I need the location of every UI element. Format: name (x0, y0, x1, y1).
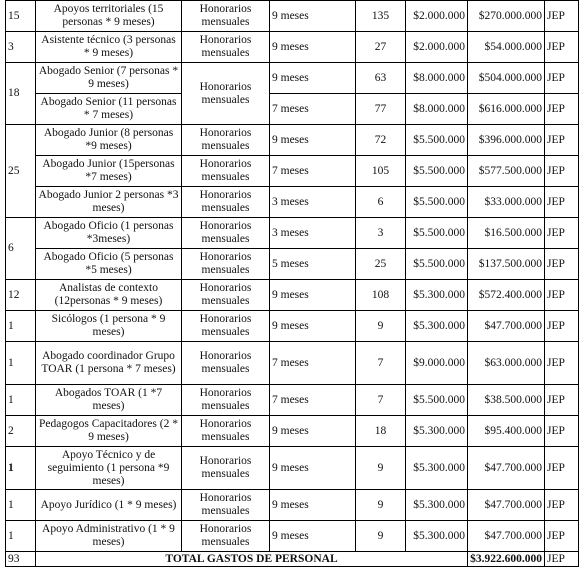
unit-cost: $5.500.000 (406, 156, 468, 187)
group-count: 1 (6, 342, 36, 385)
funding-source: JEP (545, 125, 579, 156)
group-count: 25 (6, 125, 36, 218)
unit-cost: $5.300.000 (406, 416, 468, 447)
quantity: 63 (356, 63, 406, 94)
total-amount: $3.922.600.000 (468, 552, 545, 567)
quantity: 6 (356, 187, 406, 218)
unit-cost: $8.000.000 (406, 63, 468, 94)
line-total: $137.500.000 (468, 249, 545, 280)
unit-cost: $5.300.000 (406, 311, 468, 342)
contract-type: Honorarios mensuales (182, 187, 270, 218)
total-funding-source: JEP (545, 552, 579, 567)
table-row (6, 447, 579, 490)
table-row (6, 280, 579, 311)
table-row (6, 125, 579, 156)
group-count: 3 (6, 32, 36, 63)
role-description: Abogado coordinador Grupo TOAR (1 persona * 7 meses) (36, 342, 182, 385)
contract-type: Honorarios mensuales (182, 63, 270, 125)
role-description: Abogado Junior 2 personas *3 meses) (36, 187, 182, 218)
duration: 9 meses (270, 521, 356, 552)
contract-type: Honorarios mensuales (182, 1, 270, 32)
line-total: $47.700.000 (468, 490, 545, 521)
quantity: 18 (356, 416, 406, 447)
role-description: Abogado Senior (11 personas * 7 meses) (36, 94, 182, 125)
contract-type: Honorarios mensuales (182, 416, 270, 447)
role-description: Abogados TOAR (1 *7 meses) (36, 385, 182, 416)
duration: 7 meses (270, 342, 356, 385)
table-row (6, 32, 579, 63)
quantity: 9 (356, 447, 406, 490)
unit-cost: $2.000.000 (406, 1, 468, 32)
duration: 7 meses (270, 94, 356, 125)
role-description: Analistas de contexto (12personas * 9 meses) (36, 280, 182, 311)
duration: 9 meses (270, 63, 356, 94)
unit-cost: $5.300.000 (406, 521, 468, 552)
group-count: 1 (6, 385, 36, 416)
group-count: 6 (6, 218, 36, 280)
funding-source: JEP (545, 63, 579, 94)
group-count: 15 (6, 1, 36, 32)
table-row (6, 311, 579, 342)
line-total: $95.400.000 (468, 416, 545, 447)
quantity: 7 (356, 385, 406, 416)
contract-type: Honorarios mensuales (182, 280, 270, 311)
duration: 9 meses (270, 280, 356, 311)
total-count: 93 (6, 552, 36, 567)
table-row (6, 342, 579, 385)
table-row (6, 218, 579, 249)
unit-cost: $5.500.000 (406, 249, 468, 280)
funding-source: JEP (545, 218, 579, 249)
quantity: 7 (356, 342, 406, 385)
role-description: Apoyos territoriales (15 personas * 9 meses) (36, 1, 182, 32)
role-description: Abogado Oficio (1 personas *3meses) (36, 218, 182, 249)
contract-type: Honorarios mensuales (182, 521, 270, 552)
line-total: $33.000.000 (468, 187, 545, 218)
role-description: Abogado Junior (15personas *7 meses) (36, 156, 182, 187)
contract-type: Honorarios mensuales (182, 156, 270, 187)
contract-type: Honorarios mensuales (182, 447, 270, 490)
duration: 3 meses (270, 218, 356, 249)
role-description: Apoyo Administrativo (1 * 9 meses) (36, 521, 182, 552)
group-count: 1 (6, 521, 36, 552)
funding-source: JEP (545, 447, 579, 490)
quantity: 135 (356, 1, 406, 32)
role-description: Asistente técnico (3 personas * 9 meses) (36, 32, 182, 63)
role-description: Abogado Senior (7 personas * 9 meses) (36, 63, 182, 94)
quantity: 108 (356, 280, 406, 311)
funding-source: JEP (545, 490, 579, 521)
unit-cost: $5.500.000 (406, 218, 468, 249)
group-count: 18 (6, 63, 36, 125)
line-total: $63.000.000 (468, 342, 545, 385)
quantity: 105 (356, 156, 406, 187)
unit-cost: $8.000.000 (406, 94, 468, 125)
table-row (6, 249, 579, 280)
funding-source: JEP (545, 94, 579, 125)
group-count: 1 (6, 311, 36, 342)
funding-source: JEP (545, 521, 579, 552)
table-row (6, 416, 579, 447)
total-row (6, 552, 579, 567)
duration: 9 meses (270, 1, 356, 32)
group-count: 12 (6, 280, 36, 311)
table-row (6, 63, 579, 94)
duration: 9 meses (270, 447, 356, 490)
funding-source: JEP (545, 280, 579, 311)
duration: 9 meses (270, 125, 356, 156)
role-description: Abogado Oficio (5 personas *5 meses) (36, 249, 182, 280)
table-row (6, 187, 579, 218)
line-total: $47.700.000 (468, 521, 545, 552)
line-total: $504.000.000 (468, 63, 545, 94)
duration: 9 meses (270, 490, 356, 521)
contract-type: Honorarios mensuales (182, 342, 270, 385)
line-total: $38.500.000 (468, 385, 545, 416)
unit-cost: $2.000.000 (406, 32, 468, 63)
contract-type: Honorarios mensuales (182, 32, 270, 63)
unit-cost: $5.300.000 (406, 447, 468, 490)
unit-cost: $5.500.000 (406, 125, 468, 156)
table-row (6, 490, 579, 521)
funding-source: JEP (545, 249, 579, 280)
funding-source: JEP (545, 32, 579, 63)
contract-type: Honorarios mensuales (182, 249, 270, 280)
group-count: 2 (6, 416, 36, 447)
table-row (6, 156, 579, 187)
quantity: 27 (356, 32, 406, 63)
unit-cost: $5.500.000 (406, 385, 468, 416)
duration: 5 meses (270, 249, 356, 280)
contract-type: Honorarios mensuales (182, 311, 270, 342)
quantity: 9 (356, 311, 406, 342)
table-row (6, 1, 579, 32)
funding-source: JEP (545, 187, 579, 218)
quantity: 9 (356, 490, 406, 521)
group-count: 1 (6, 490, 36, 521)
line-total: $47.700.000 (468, 311, 545, 342)
role-description: Apoyo Técnico y de seguimiento (1 persona *9 meses) (36, 447, 182, 490)
table-row (6, 94, 579, 125)
line-total: $616.000.000 (468, 94, 545, 125)
personnel-budget-table (5, 0, 579, 567)
funding-source: JEP (545, 385, 579, 416)
funding-source: JEP (545, 311, 579, 342)
duration: 9 meses (270, 32, 356, 63)
role-description: Apoyo Jurídico (1 * 9 meses) (36, 490, 182, 521)
funding-source: JEP (545, 1, 579, 32)
role-description: Abogado Junior (8 personas *9 meses) (36, 125, 182, 156)
quantity: 3 (356, 218, 406, 249)
line-total: $270.000.000 (468, 1, 545, 32)
line-total: $16.500.000 (468, 218, 545, 249)
duration: 9 meses (270, 416, 356, 447)
total-label: TOTAL GASTOS DE PERSONAL (36, 552, 468, 567)
group-count: 1 (6, 447, 36, 490)
unit-cost: $5.300.000 (406, 490, 468, 521)
line-total: $54.000.000 (468, 32, 545, 63)
unit-cost: $9.000.000 (406, 342, 468, 385)
role-description: Sicólogos (1 persona * 9 meses) (36, 311, 182, 342)
contract-type: Honorarios mensuales (182, 125, 270, 156)
quantity: 77 (356, 94, 406, 125)
contract-type: Honorarios mensuales (182, 490, 270, 521)
table-row (6, 521, 579, 552)
role-description: Pedagogos Capacitadores (2 * 9 meses) (36, 416, 182, 447)
line-total: $396.000.000 (468, 125, 545, 156)
duration: 3 meses (270, 187, 356, 218)
unit-cost: $5.300.000 (406, 280, 468, 311)
duration: 7 meses (270, 385, 356, 416)
line-total: $572.400.000 (468, 280, 545, 311)
contract-type: Honorarios mensuales (182, 385, 270, 416)
quantity: 25 (356, 249, 406, 280)
funding-source: JEP (545, 342, 579, 385)
duration: 9 meses (270, 311, 356, 342)
funding-source: JEP (545, 416, 579, 447)
unit-cost: $5.500.000 (406, 187, 468, 218)
quantity: 72 (356, 125, 406, 156)
table-row (6, 385, 579, 416)
duration: 7 meses (270, 156, 356, 187)
line-total: $47.700.000 (468, 447, 545, 490)
line-total: $577.500.000 (468, 156, 545, 187)
quantity: 9 (356, 521, 406, 552)
funding-source: JEP (545, 156, 579, 187)
contract-type: Honorarios mensuales (182, 218, 270, 249)
